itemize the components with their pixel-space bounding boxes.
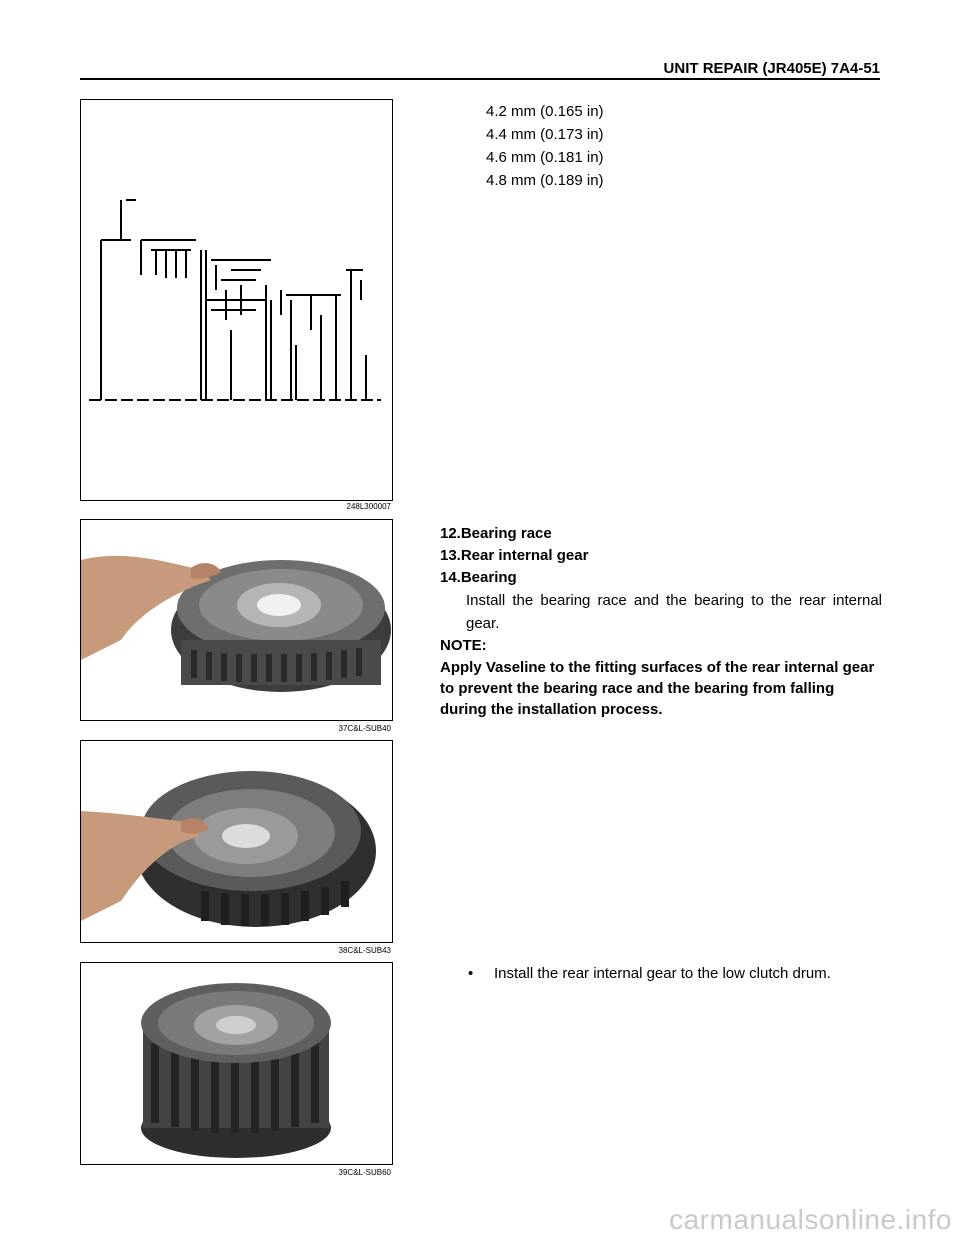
photo-hand-bearing-race	[81, 520, 392, 720]
step-item-13: 13.Rear internal gear	[440, 547, 589, 564]
spec-item: 4.8 mm (0.189 in)	[486, 172, 604, 189]
figure-caption: 248L300007	[346, 502, 391, 511]
page-header-title: UNIT REPAIR (JR405E) 7A4-51	[663, 60, 880, 77]
photo-hand-internal-gear	[81, 741, 392, 942]
step-item-14: 14.Bearing	[440, 569, 517, 586]
cross-section-drawing	[81, 100, 392, 500]
note-text: Apply Vaseline to the fitting surfaces of the rear internal gear to prevent the bearing race and the bearing from falling during the installation process.	[440, 659, 875, 718]
figure-caption: 38C&L-SUB43	[338, 946, 391, 955]
spec-item: 4.4 mm (0.173 in)	[486, 126, 604, 143]
figure-photo	[80, 962, 393, 1165]
bullet-icon: •	[468, 965, 474, 982]
figure-photo	[80, 519, 393, 721]
spec-item: 4.2 mm (0.165 in)	[486, 103, 604, 120]
figure-caption: 39C&L-SUB60	[338, 1168, 391, 1177]
step-block	[440, 523, 882, 720]
note-label: NOTE:	[440, 637, 487, 654]
figure-photo	[80, 740, 393, 943]
spec-item: 4.6 mm (0.181 in)	[486, 149, 604, 166]
photo-gear-on-clutch-drum	[81, 963, 392, 1164]
step-item-12: 12.Bearing race	[440, 525, 552, 542]
step-instruction: Install the bearing race and the bearing to the rear internal gear.	[466, 592, 882, 632]
figure-caption: 37C&L-SUB40	[338, 724, 391, 733]
spec-list	[486, 100, 604, 192]
bullet-text: Install the rear internal gear to the low clutch drum.	[494, 965, 831, 982]
watermark: carmanualsonline.info	[669, 1204, 952, 1235]
figure-diagram	[80, 99, 393, 501]
header-rule	[80, 78, 880, 80]
bullet-item	[462, 963, 882, 985]
